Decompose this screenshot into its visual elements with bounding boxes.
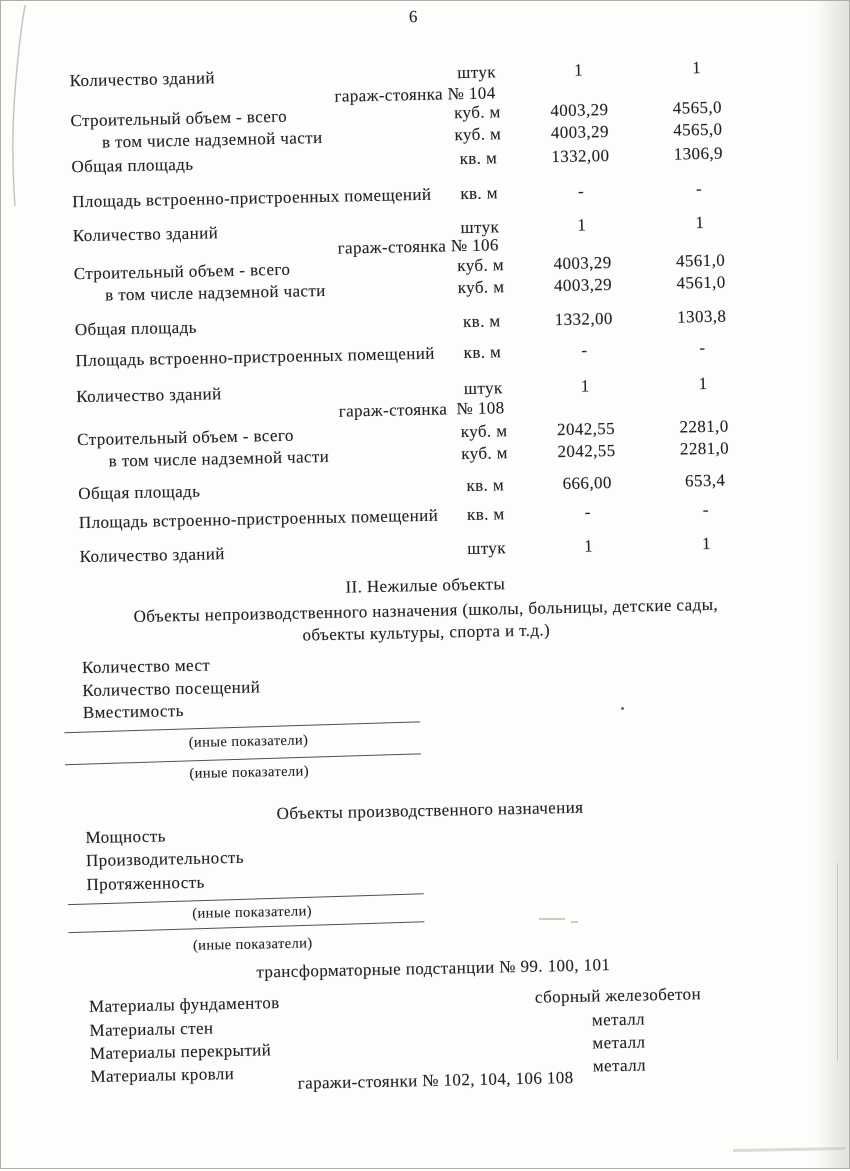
row-value-1: 1 <box>580 376 590 396</box>
row-label: Количество зданий <box>69 68 216 91</box>
row-value-1: 4003,29 <box>553 252 612 274</box>
row-label: Строительный объем - всего <box>76 425 294 450</box>
section-title: II. Нежилые объекты <box>345 574 506 597</box>
row-value-2: 1 <box>691 58 702 78</box>
row-value-1: - <box>581 340 588 360</box>
row-label: Строительный объем - всего <box>70 106 288 131</box>
row-label: Площадь встроенно-пристроенных помещений <box>75 343 435 371</box>
row-label: Материалы стен <box>89 1018 214 1041</box>
row-value-2: 4561,0 <box>676 272 726 293</box>
row-unit: куб. м <box>457 277 505 298</box>
row-unit: куб. м <box>460 421 508 442</box>
page-number: 6 <box>408 6 419 27</box>
table-row-building-count <box>12 531 850 571</box>
row-sub-label: в том числе надземной части <box>101 127 323 152</box>
transformers-heading: трансформаторные подстанции № 99. 100, 101 <box>256 955 611 982</box>
nonproduction-heading-line1: Объекты непроизводственного назначения (школы, больницы, детские сады, <box>133 594 719 627</box>
row-label: Общая площадь <box>78 481 201 504</box>
row-value-1: 1332,00 <box>551 145 610 167</box>
row-unit: штук <box>467 538 507 559</box>
row-value-2: 2281,0 <box>679 438 730 459</box>
garages-heading: гаражи-стоянки № 102, 104, 106 108 <box>297 1067 574 1093</box>
other-indicators-caption-4: (иные показатели) <box>192 935 313 954</box>
row-unit: кв. м <box>462 311 501 332</box>
row-unit: куб. м <box>461 443 509 464</box>
row-value: металл <box>591 1009 646 1030</box>
row-value-2: - <box>699 338 706 358</box>
row-label: Количество зданий <box>72 223 219 246</box>
field-seat-count: Количество мест <box>81 655 211 678</box>
row-value-2: 1306,9 <box>673 143 724 164</box>
row-value-2: 653,4 <box>684 470 726 491</box>
row-value-1: 1 <box>573 60 584 80</box>
page-crease-line <box>1 1 61 221</box>
field-capacity: Вместимость <box>82 701 185 723</box>
scan-speck <box>571 921 578 923</box>
row-value-1: 4003,29 <box>550 121 610 143</box>
row-unit: куб. м <box>453 102 501 123</box>
row-value-2: 1 <box>695 212 705 233</box>
scan-speck <box>539 918 565 920</box>
other-indicators-caption-3: (иные показатели) <box>192 903 313 922</box>
row-sub-label: в том числе надземной части <box>104 280 326 305</box>
row-value-1: 2042,55 <box>557 440 616 462</box>
row-unit: кв. м <box>460 183 499 204</box>
row-value: металл <box>592 1055 647 1076</box>
row-sub-label: в том числе надземной части <box>108 446 330 471</box>
field-productivity: Производительность <box>85 847 245 871</box>
other-indicators-caption-1: (иные показатели) <box>188 732 309 751</box>
row-label: Площадь встроенно-пристроенных помещений <box>72 184 432 212</box>
garage-heading-108: гараж-стоянка № 108 <box>338 398 505 421</box>
other-indicators-caption-2: (иные показатели) <box>189 763 310 782</box>
row-unit: кв. м <box>463 342 502 363</box>
row-value-1: 1332,00 <box>554 308 613 330</box>
row-value-1: - <box>577 181 585 201</box>
field-power: Мощность <box>85 826 166 848</box>
row-value-1: 1 <box>577 215 587 235</box>
garage-heading-106: гараж-стоянка № 106 <box>337 235 499 258</box>
garage-heading-104: гараж-стоянка № 104 <box>334 83 496 106</box>
scanned-page <box>1 0 850 1171</box>
row-unit: штук <box>463 378 503 399</box>
scan-edge-band <box>815 1 849 1168</box>
row-value-1: 4003,29 <box>550 99 609 121</box>
row-unit: кв. м <box>466 504 505 525</box>
row-value: металл <box>592 1032 646 1053</box>
row-value-1: 666,00 <box>562 472 612 494</box>
row-label: Строительный объем - всего <box>73 259 291 284</box>
row-value-1: 1 <box>583 536 594 556</box>
row-value-2: 4565,0 <box>672 97 723 118</box>
table-row-builtin-area <box>5 176 850 216</box>
row-value-2: 4565,0 <box>673 119 723 140</box>
field-length: Протяженность <box>86 872 205 895</box>
row-value-2: 1 <box>698 373 708 394</box>
row-label: Материалы фундаментов <box>88 993 280 1017</box>
row-label: Материалы кровли <box>90 1064 235 1087</box>
field-visit-count: Количество посещений <box>82 677 261 701</box>
row-value: сборный железобетон <box>534 984 702 1007</box>
nonproduction-heading-line2: объекты культуры, спорта и т.д.) <box>302 620 551 645</box>
scan-speck <box>621 707 624 710</box>
row-label: Общая площадь <box>74 317 198 340</box>
row-label: Количество зданий <box>79 544 226 567</box>
row-value-1: 4003,29 <box>553 274 613 296</box>
row-label: Количество зданий <box>76 384 222 407</box>
row-unit: куб. м <box>457 255 505 276</box>
row-value-2: 1303,8 <box>676 306 727 327</box>
row-label: Площадь встроенно-пристроенных помещений <box>78 505 439 533</box>
row-unit: штук <box>457 62 497 83</box>
row-value-2: - <box>695 179 703 199</box>
row-value-1: 2042,55 <box>556 418 616 440</box>
row-unit: штук <box>460 217 500 238</box>
row-label: Общая площадь <box>71 154 194 177</box>
row-value-2: - <box>702 499 710 520</box>
row-label: Материалы перекрытий <box>89 1040 272 1064</box>
scan-edge-line <box>837 863 839 1061</box>
row-unit: куб. м <box>454 124 502 145</box>
row-value-2: 4561,0 <box>675 250 726 271</box>
row-value-2: 2281,0 <box>679 416 729 437</box>
row-value-2: 1 <box>701 533 712 554</box>
row-unit: кв. м <box>459 148 498 169</box>
row-value-1: - <box>584 502 592 522</box>
row-unit: кв. м <box>466 475 505 496</box>
production-heading: Объекты производственного назначения <box>276 797 584 824</box>
